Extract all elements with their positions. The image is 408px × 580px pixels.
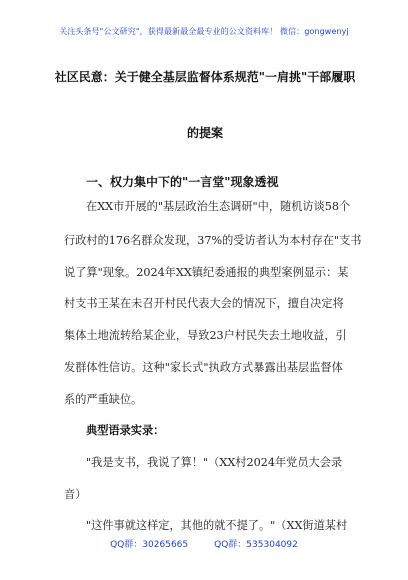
quote-line: "我是支书，我说了算！"（XX村2024年党员大会录: [86, 456, 343, 469]
para1-line: 系的严重缺位。: [64, 393, 143, 406]
header-banner: 关注头条号"公文研究"，获得最新最全最专业的公文资料库！ 微信：gongwenyj: [59, 27, 349, 36]
quote-line: "这件事就这样定，其他的就不提了。"（XX街道某村: [86, 519, 348, 532]
footer-qq2: QQ群：535304092: [214, 540, 298, 550]
para1-line: 村支书王某在未召开村民代表大会的情况下，擅自决定将: [64, 297, 344, 310]
section1-heading: 一、权力集中下的"一言堂"现象透视: [86, 175, 279, 189]
footer-qq1: QQ群：30265665: [110, 540, 189, 550]
document-title-line2: 的提案: [186, 126, 223, 140]
para1-line: 说了算"现象。2024年XX镇纪委通报的典型案例显示：某: [64, 266, 349, 279]
quote-line: 音）: [64, 488, 87, 501]
para1-line: 行政村的176名群众发现，37%的受访者认为本村存在"支书: [64, 234, 362, 247]
document-title-line1: 社区民意：关于健全基层监督体系规范"一肩挑"干部履职: [54, 70, 356, 84]
subheading: 典型语录实录：: [86, 423, 165, 437]
para1-line: 发群体性信访。这种"家长式"执政方式暴露出基层监督体: [64, 361, 343, 374]
para1-line: 在XX市开展的"基层政治生态调研"中，随机访谈58个: [86, 200, 351, 213]
para1-line: 集体土地流转给某企业，导致23户村民失去土地收益，引: [64, 329, 347, 342]
footer-contact: [0, 537, 408, 550]
